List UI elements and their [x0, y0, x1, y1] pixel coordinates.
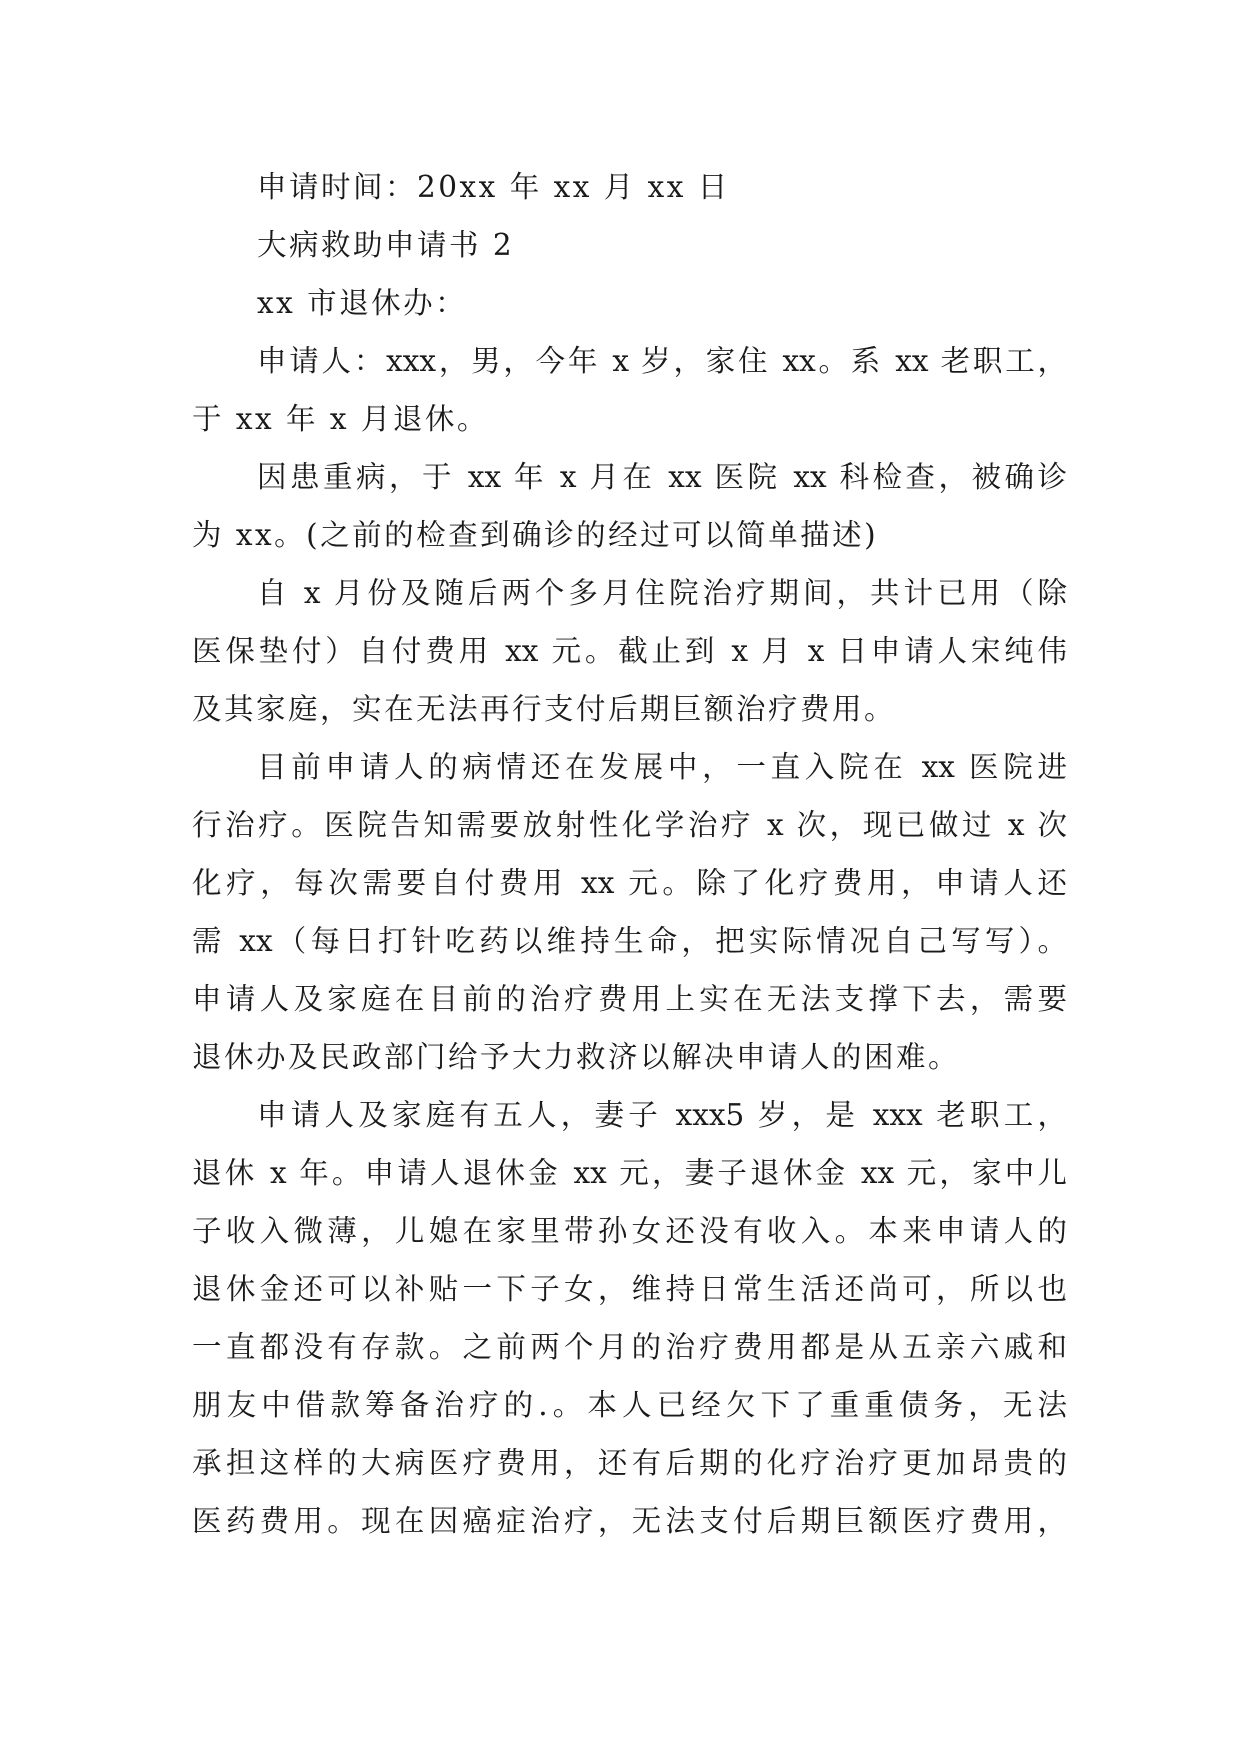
addressee-line: xx 市退休办：: [257, 286, 468, 320]
paragraph-line: 行治疗。医院告知需要放射性化学治疗 x 次，现已做过 x 次: [192, 808, 1067, 842]
paragraph-line: 于 xx 年 x 月退休。: [192, 402, 489, 436]
paragraph-line: 化疗，每次需要自付费用 xx 元。除了化疗费用，申请人还: [192, 866, 1067, 900]
paragraph-line: 退休金还可以补贴一下子女，维持日常生活还尚可，所以也: [192, 1272, 1067, 1306]
paragraph-line: 退休 x 年。申请人退休金 xx 元，妻子退休金 xx 元，家中儿: [192, 1156, 1067, 1190]
application-date-line: 申请时间：20xx 年 xx 月 xx 日: [257, 170, 730, 204]
paragraph-line: 医药费用。现在因癌症治疗，无法支付后期巨额医疗费用，: [192, 1504, 1067, 1538]
paragraph-line: 朋友中借款筹备治疗的.。本人已经欠下了重重债务，无法: [192, 1388, 1067, 1422]
paragraph-line: 因患重病，于 xx 年 x 月在 xx 医院 xx 科检查，被确诊: [257, 460, 1067, 494]
document-title: 大病救助申请书 2: [257, 228, 515, 262]
paragraph-line: 及其家庭，实在无法再行支付后期巨额治疗费用。: [192, 692, 897, 726]
paragraph-line: 医保垫付）自付费用 xx 元。截止到 x 月 x 日申请人宋纯伟: [192, 634, 1067, 668]
paragraph-line: 退休办及民政部门给予大力救济以解决申请人的困难。: [192, 1040, 961, 1074]
paragraph-line: 子收入微薄，儿媳在家里带孙女还没有收入。本来申请人的: [192, 1214, 1067, 1248]
paragraph-line: 一直都没有存款。之前两个月的治疗费用都是从五亲六戚和: [192, 1330, 1067, 1364]
paragraph-line: 承担这样的大病医疗费用，还有后期的化疗治疗更加昂贵的: [192, 1446, 1067, 1480]
paragraph-line: 申请人及家庭有五人，妻子 xxx5 岁，是 xxx 老职工，: [257, 1098, 1067, 1132]
paragraph-line: 申请人及家庭在目前的治疗费用上实在无法支撑下去，需要: [192, 982, 1067, 1016]
paragraph-line: 需 xx（每日打针吃药以维持生命，把实际情况自己写写）。: [192, 924, 1067, 958]
paragraph-line: 自 x 月份及随后两个多月住院治疗期间，共计已用（除: [257, 576, 1067, 610]
document-body: [192, 158, 1067, 1550]
paragraph-line: 为 xx。(之前的检查到确诊的经过可以简单描述): [192, 518, 879, 552]
paragraph-line: 目前申请人的病情还在发展中，一直入院在 xx 医院进: [257, 750, 1067, 784]
paragraph-line: 申请人：xxx，男，今年 x 岁，家住 xx。系 xx 老职工，: [257, 344, 1067, 378]
